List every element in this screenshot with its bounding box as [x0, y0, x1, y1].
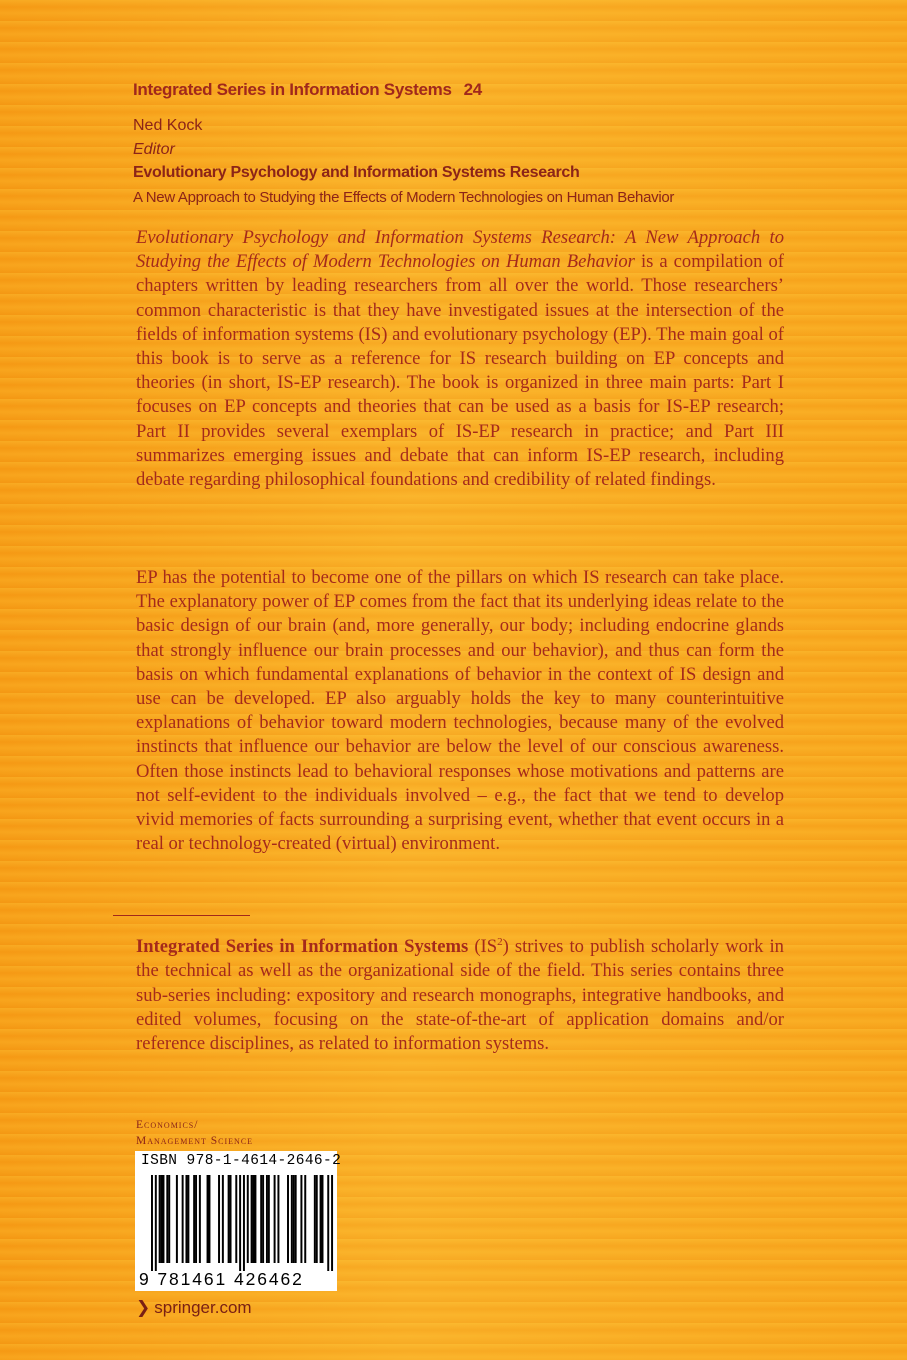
barcode-bar [268, 1175, 270, 1263]
barcode-bar [314, 1175, 316, 1263]
editor-name: Ned Kock [133, 117, 203, 134]
barcode-bar [327, 1175, 329, 1271]
series-description-paragraph [136, 930, 784, 1056]
barcode-bar [161, 1175, 163, 1263]
series-title: Integrated Series in Information Systems [133, 80, 452, 99]
barcode-bar [243, 1175, 245, 1271]
barcode-bar [304, 1175, 306, 1263]
section-divider [113, 915, 250, 916]
description-paragraph-1-text: is a compilation of chapters written by leading researchers from all over the world. Those researchers’ common characteristic is that they have investigated issues at the intersection of the fields of information systems (IS) and evolutionary psychology (EP). The main goal of this book is to serve as a reference for IS research building on EP concepts and theories (in short, IS-EP research). The book is organized in three main parts: Part I focuses on EP concepts and theories that can be used as a basis for IS-EP research; Part II provides several exemplars of IS-EP research in practice; and Part III summarizes emerging issues and debate that can inform IS-EP research, including debate regarding philosophical foundations and credibility of related findings. [136, 251, 784, 491]
description-paragraph-1 [136, 226, 784, 492]
barcode-bar [247, 1175, 249, 1263]
barcode-bar [254, 1175, 256, 1263]
subject-category [136, 1117, 253, 1149]
barcode-bar [316, 1175, 318, 1263]
barcode-bar [159, 1175, 161, 1263]
barcode-bar [208, 1175, 210, 1263]
book-subtitle: A New Approach to Studying the Effects of Modern Technologies on Human Behavior [133, 189, 675, 206]
barcode-bar [228, 1175, 230, 1263]
barcode-bar [260, 1175, 262, 1263]
barcode-bar [176, 1175, 178, 1263]
barcode-bar [322, 1175, 324, 1263]
barcode-bar [287, 1175, 289, 1263]
book-title-italic: Evolutionary Psychology and Information Systems Research: A New Approach to Studying the Effects of Modern Technologies on Human Behavior [136, 227, 784, 273]
barcode-bar [253, 1175, 255, 1263]
barcode-bars [139, 1175, 335, 1271]
barcode-bar [230, 1175, 232, 1263]
barcode-bar [320, 1175, 322, 1263]
barcode-bar [187, 1175, 189, 1263]
ean-digits: 9 781461 426462 [139, 1269, 304, 1289]
barcode-bar [274, 1175, 276, 1263]
editor-role: Editor [133, 141, 175, 158]
book-title: Evolutionary Psychology and Information Systems Research [133, 164, 580, 181]
barcode-bar [166, 1175, 168, 1263]
barcode-bar [266, 1175, 268, 1263]
website-label: springer.com [154, 1298, 252, 1317]
barcode-bar [262, 1175, 264, 1263]
barcode-bar [162, 1175, 164, 1263]
barcode-bar [155, 1175, 157, 1271]
barcode-bar [239, 1175, 241, 1271]
barcode-bar [295, 1175, 297, 1263]
publisher-website[interactable] [136, 1298, 252, 1318]
barcode-bar [277, 1175, 279, 1263]
barcode-bar [291, 1175, 293, 1263]
isbn-barcode [135, 1151, 342, 1291]
isbn-label: ISBN 978-1-4614-2646-2 [141, 1153, 342, 1169]
barcode-bar [193, 1175, 195, 1263]
barcode-bar [218, 1175, 220, 1263]
barcode-bar [151, 1175, 153, 1271]
description-paragraph-2: EP has the potential to become one of the pillars on which IS research can take place. The explanatory power of EP comes from the fact that its underlying ideas relate to the basic design of our brain (and, more generally, our body; including endocrine glands that strongly influence our brain processes and our behavior), and thus can form the basis on which fundamental explanations of behavior in the context of IS design and use can be developed. EP also arguably holds the key to many counterintuitive explanations of behavior toward modern technologies, because many of the evolved instincts that influence our behavior are below the level of our conscious awareness. Often those instincts lead to behavioral responses whose motivations and patterns are not self-evident to the individuals involved – e.g., the fact that we tend to develop vivid memories of facts surrounding a surprising event, whether that event occurs in a real or technology-created (virtual) environment. [136, 567, 784, 855]
barcode-bar [293, 1175, 295, 1263]
barcode-bar [195, 1175, 197, 1263]
barcode-bar [235, 1175, 237, 1263]
barcode-bar [168, 1175, 170, 1263]
barcode-bar [331, 1175, 333, 1271]
subject-line-2: Management Science [136, 1135, 254, 1147]
series-description-text: strives to publish scholarly work in the technical as well as the organizational side of the field. This series contains three sub-series including: expository and research monographs, integrative handbooks, and edited volumes, focusing on the state-of-the-art of application domains and/or reference disciplines, as related to information systems. [136, 936, 784, 1054]
subject-line-1: Economics/ [136, 1119, 199, 1131]
barcode-bar [182, 1175, 184, 1263]
series-name-bold: Integrated Series in Information Systems [136, 936, 469, 958]
barcode-bar [251, 1175, 253, 1263]
barcode-bar [185, 1175, 187, 1263]
barcode-bar [222, 1175, 224, 1263]
chevron-right-icon: ❯ [136, 1298, 151, 1317]
barcode-bar [300, 1175, 302, 1263]
series-number: 24 [463, 80, 482, 99]
series-title-line [133, 80, 482, 100]
barcode-bar [199, 1175, 201, 1263]
series-abbreviation: $(IS^2)$ [474, 936, 509, 958]
barcode-bar [207, 1175, 209, 1263]
